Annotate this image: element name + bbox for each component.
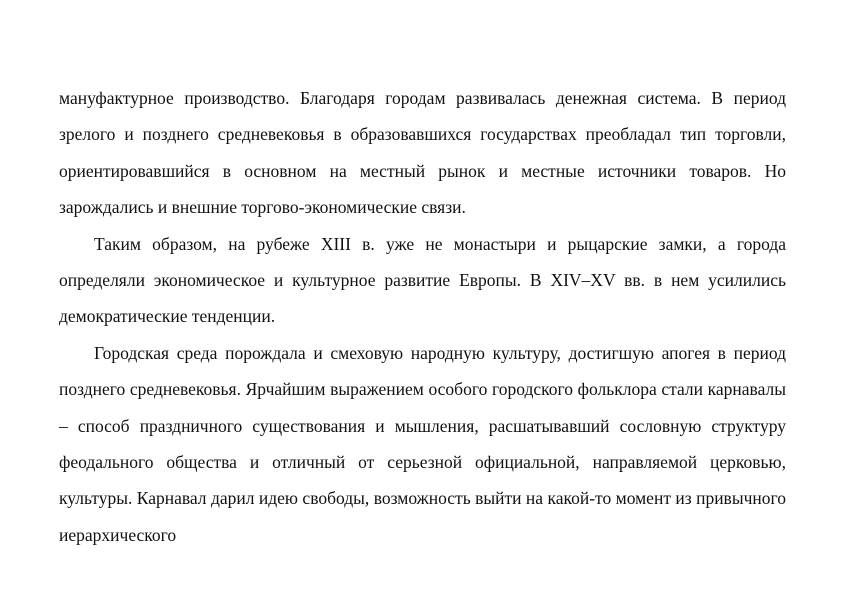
paragraph-3: Городская среда порождала и смеховую народную культуру, достигшую апогея в период позднего средневековья. Ярчайшим выражением особого городского фольклора стали карнавалы – способ праздничного существования и мышления, расшатывавший сословную структуру феодального общества и отличный от серьезной официальной, направляемой церковью, культуры. Карнавал дарил идею свободы, возможность выйти на какой-то момент из привычного иерархического xyxy=(59,342,786,545)
paragraph-2: Таким образом, на рубеже XIII в. уже не монастыри и рыцарские замки, а города определяли экономическое и культурное развитие Европы. В XIV–XV вв. в нем усилились демократические тенденции. xyxy=(59,233,786,327)
paragraph-1: мануфактурное производство. Благодаря городам развивалась денежная система. В период зрелого и позднего средневековья в образовавшихся государствах преобладал тип торговли, ориентировавшийся в основном на местный рынок и местные источники товаров. Но зарождались и внешние торгово-экономические связи. xyxy=(59,88,786,218)
document-body xyxy=(59,80,786,553)
